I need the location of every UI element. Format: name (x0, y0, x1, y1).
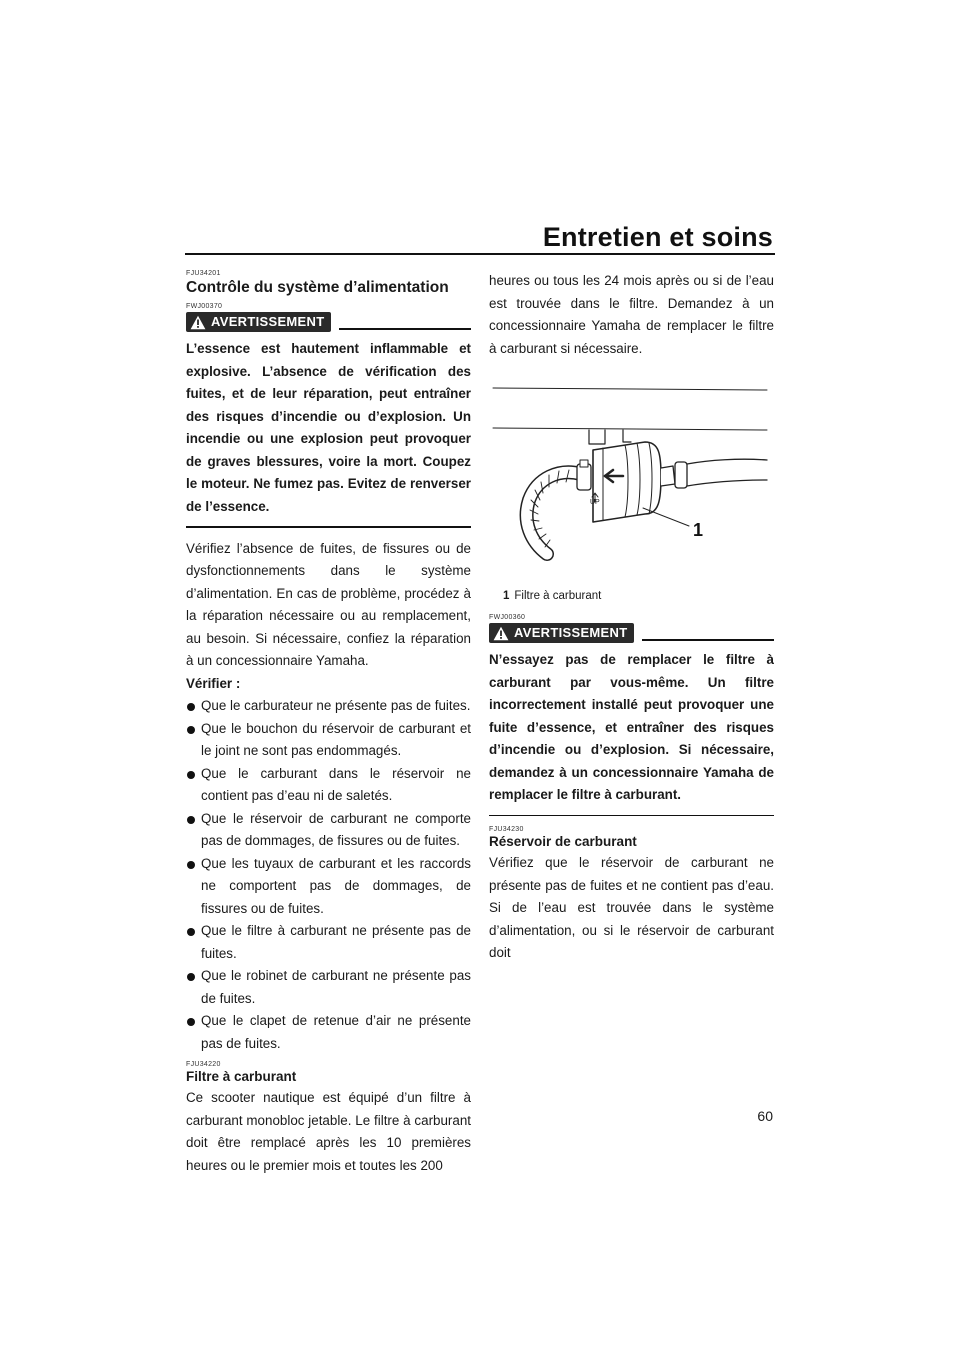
list-item: Que les tuyaux de carburant et les raccords ne comportent pas de dommages, de fissures ou de fuites. (186, 853, 471, 921)
filter-title: Filtre à carburant (186, 1069, 297, 1084)
tank-code: FJU34230 (489, 826, 524, 833)
list-item: Que le carburant dans le réservoir ne contient pas d’eau ni de saletés. (186, 763, 471, 808)
warning-header (489, 623, 774, 643)
tank-title: Réservoir de carburant (489, 834, 637, 849)
section-code: FJU34201 (186, 270, 221, 277)
warning-end-rule (186, 526, 471, 528)
page-title: Entretien et soins (542, 222, 773, 252)
callout-number: 1 (693, 520, 704, 540)
right-column (489, 270, 774, 965)
list-item: Que le clapet de retenue d’air ne présente pas de fuites. (186, 1010, 471, 1055)
caption-number: 1 (503, 590, 510, 602)
warning-end-rule (489, 815, 774, 817)
list-item: Que le robinet de carburant ne présente pas de fuites. (186, 965, 471, 1010)
up-label: UP (590, 499, 600, 506)
filter-paragraph-continued: heures ou tous les 24 mois après ou si de l’eau est trouvée dans le filtre. Demandez à un concessionnaire Yamaha de remplacer le filtre à carburant si nécessaire. (489, 273, 774, 356)
check-list (186, 695, 471, 1055)
filter-code: FJU34220 (186, 1061, 221, 1068)
fuel-filter-figure (489, 376, 774, 586)
left-column (186, 270, 471, 1177)
page-number: 60 (757, 1108, 773, 1124)
warning-triangle-icon (190, 315, 206, 330)
warning-text: L’essence est hautement inflammable et explosive. L’absence de vérification des fuites, et de leur réparation, peut entraîner des risques d’incendie ou d’explosion. Un incendie ou une explosion peut provoquer de graves blessures, voire la mort. Coupez le moteur. Ne fumez pas. Evitez de renverser de l’essence. (186, 341, 471, 514)
list-item: Que le réservoir de carburant ne comporte pas de dommages, de fissures ou de fuites. (186, 808, 471, 853)
warning-header (186, 312, 471, 332)
warning-rule (339, 328, 471, 330)
warning-triangle-icon (493, 626, 509, 641)
fuel-filter-illustration (489, 376, 774, 586)
filter-paragraph: Ce scooter nautique est équipé d’un filtre à carburant monobloc jetable. Le filtre à carburant doit être remplacé après les 10 premières heures ou le premier mois et toutes les 200 (186, 1090, 471, 1173)
page-header (185, 222, 773, 253)
warning-text: N’essayez pas de remplacer le filtre à carburant par vous-même. Un filtre incorrectement installé peut provoquer une fuite d’essence, et entraîner des risques d’incendie ou d’explosion. Si nécessaire, demandez à un concessionnaire Yamaha de remplacer le filtre à carburant. (489, 652, 774, 802)
header-rule (185, 253, 775, 255)
list-item: Que le carburateur ne présente pas de fuites. (186, 695, 471, 718)
figure-caption (503, 590, 774, 602)
warning-badge (186, 312, 331, 332)
list-item: Que le bouchon du réservoir de carburant et le joint ne sont pas endommagés. (186, 718, 471, 763)
tank-paragraph: Vérifiez que le réservoir de carburant ne présente pas de fuites et ne contient pas d’eau. Si de l’eau est trouvée dans le système d’alimentation, ou si le réservoir de carburant doit (489, 855, 774, 960)
intro-paragraph: Vérifiez l’absence de fuites, de fissures ou de dysfonctionnements dans le système d’alimentation. En cas de problème, procédez à la réparation nécessaire ou au remplacement, au besoin. Si nécessaire, confiez la réparation à un concessionnaire Yamaha. (186, 540, 471, 668)
warning-code: FWJ00370 (186, 303, 223, 310)
warning-badge (489, 623, 634, 643)
warning-label: AVERTISSEMENT (514, 625, 628, 640)
warning-rule (642, 639, 774, 641)
caption-text: Filtre à carburant (514, 590, 602, 602)
list-item: Que le filtre à carburant ne présente pas de fuites. (186, 920, 471, 965)
check-label: Vérifier : (186, 675, 241, 691)
section-title: Contrôle du système d’alimentation (186, 279, 449, 296)
warning-label: AVERTISSEMENT (211, 314, 325, 329)
warning-code: FWJ00360 (489, 614, 526, 621)
